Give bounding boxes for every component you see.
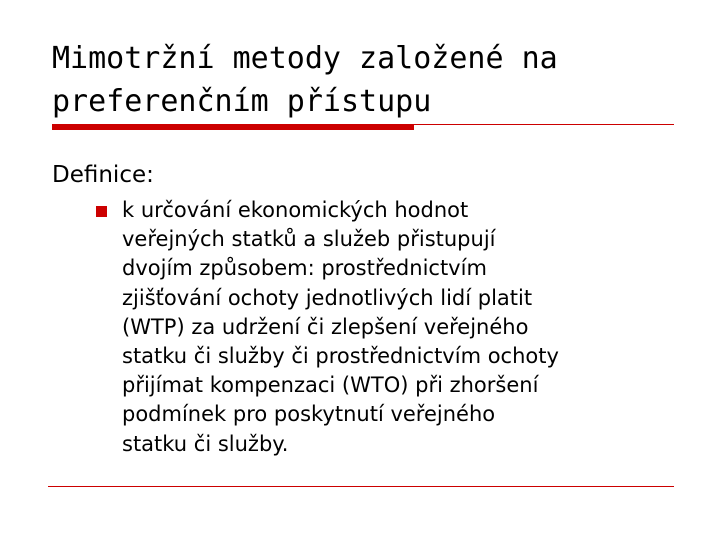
bullet-text: k určování ekonomických hodnot veřejných statků a služeb přistupují dvojím způsobem: prostřednictvím zjišťování ochoty jednotlivých lidí platit (WTP) za udržení či zlepšení veřejného statku či služby či prostřednictvím ochoty přijímat kompenzaci (WTO) při zhoršení podmínek pro poskytnutí veřejného statku či služby. bbox=[122, 198, 559, 456]
square-bullet-icon bbox=[96, 206, 107, 217]
footer-divider bbox=[48, 486, 674, 487]
title-underline-thick bbox=[52, 124, 414, 130]
definition-label: Definice: bbox=[52, 162, 154, 188]
title-underline-thin bbox=[414, 124, 674, 125]
slide-title: Mimotržní metody založené na preferenčním přístupu bbox=[52, 41, 558, 119]
